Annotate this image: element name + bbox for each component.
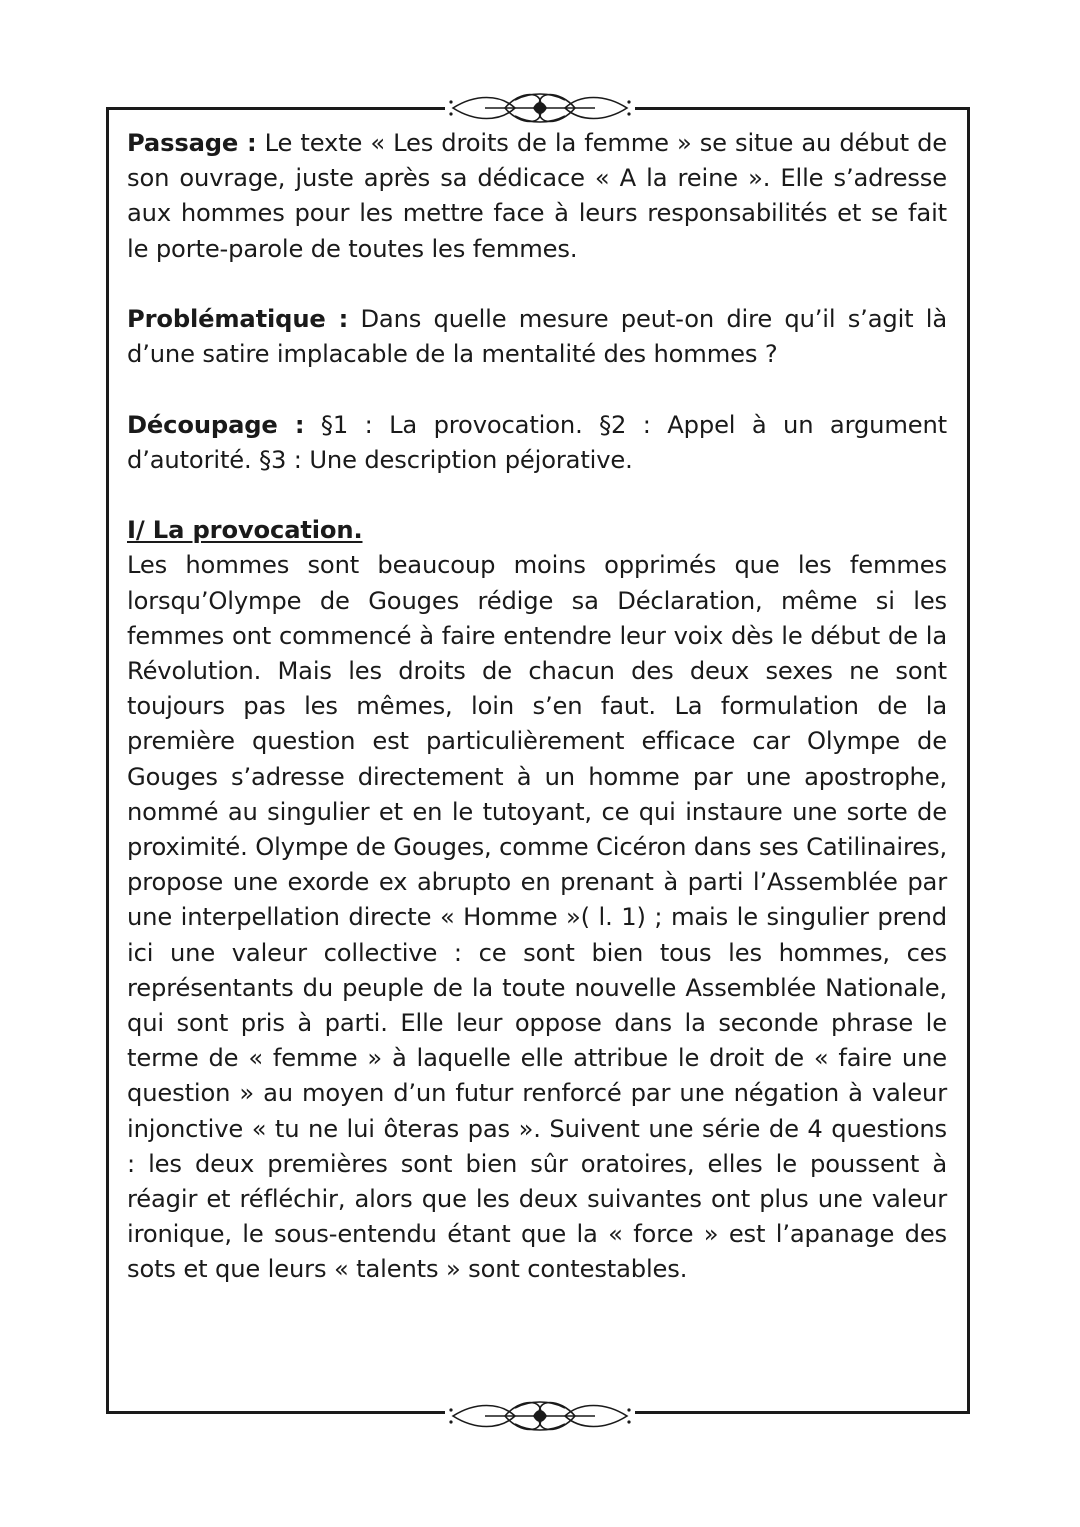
passage-paragraph — [127, 126, 947, 267]
passage-label: Passage : — [127, 129, 257, 157]
problematique-paragraph — [127, 302, 947, 372]
decoupage-text: §1 : La provocation. §2 : Appel à un argument d’autorité. §3 : Une description péjorative. — [127, 410, 947, 474]
bottom-flourish-ornament-icon — [445, 1396, 635, 1436]
document-content — [127, 126, 947, 1288]
decoupage-label: Découpage : — [127, 410, 305, 439]
decoupage-paragraph — [127, 408, 947, 478]
top-flourish-ornament-icon — [445, 88, 635, 128]
problematique-text: Dans quelle mesure peut-on dire qu’il s’agit là d’une satire implacable de la mentalité des hommes ? — [127, 305, 947, 369]
section-body: Les hommes sont beaucoup moins opprimés que les femmes lorsqu’Olympe de Gouges rédige sa Déclaration, même si les femmes ont commencé à faire entendre leur voix dès le début de la Révolution. Mais les droits de chacun des deux sexes ne sont toujours pas les mêmes, loin s’en faut. La formulation de la première question est particulièrement efficace car Olympe de Gouges s’adresse directement à un homme par une apostrophe, nommé au singulier et en le tutoyant, ce qui instaure une sorte de proximité. Olympe de Gouges, comme Cicéron dans ses Catilinaires, propose une exorde ex abrupto en prenant à parti l’Assemblée par une interpellation directe « Homme »( l. 1) ; mais le singulier prend ici une valeur collective : ce sont bien tous les hommes, ces représentants du peuple de la toute nouvelle Assemblée Nationale, qui sont pris à parti. Elle leur oppose dans la seconde phrase le terme de « femme » à laquelle elle attribue le droit de « faire une question » au moyen d’un futur renforcé par une négation à valeur injonctive « tu ne lui ôteras pas ». Suivent une série de 4 questions : les deux premières sont bien sûr oratoires, elles le poussent à réagir et réfléchir, alors que les deux suivantes ont plus une valeur ironique, le sous-entendu étant que la « force » est l’apanage des sots et que leurs « talents » sont contestables. — [127, 551, 947, 1284]
passage-text: Le texte « Les droits de la femme » se situe au début de son ouvrage, juste après sa dédicace « A la reine ». Elle s’adresse aux hommes pour les mettre face à leurs responsabilités et se fait le porte-parole de toutes les femmes. — [127, 129, 948, 263]
section-heading: I/ La provocation. — [127, 516, 363, 545]
problematique-label: Problématique : — [127, 305, 349, 333]
